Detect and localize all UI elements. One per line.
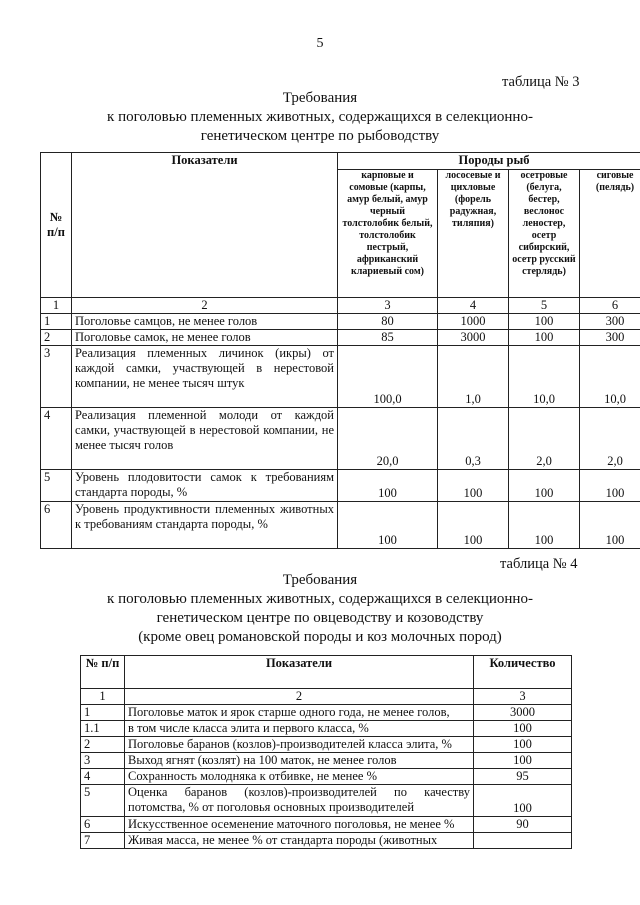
row-number: 4 (81, 769, 125, 785)
row-text: Сохранность молодняка к отбивке, не менее % (125, 769, 474, 785)
table-row (81, 753, 572, 769)
row-text: Оценка баранов (козлов)-производителей по качеству потомства, % от поголовья основных производителей (125, 785, 474, 817)
cell-value: 100 (474, 785, 572, 817)
table-row (81, 769, 572, 785)
table3-title-line-3: генетическом центре по рыбоводству (200, 128, 440, 144)
row-text: Реализация племенных личинок (икры) от каждой самки, участвующей в нерестовой компании, не менее тысяч штук (72, 346, 338, 408)
row-text: Поголовье самцов, не менее голов (72, 314, 338, 330)
table4-label: таблица № 4 (500, 556, 578, 572)
cell-value: 1000 (438, 314, 509, 330)
row-text: Искусственное осеменение маточного поголовья, не менее % (125, 817, 474, 833)
table-row (81, 705, 572, 721)
row-number: 1 (81, 705, 125, 721)
breed-col-carp: карповые и сомовые (карпы, амур белый, амур черный толстолобик белый, толстолобик пестрый, африканский клариевый сом) (338, 170, 438, 298)
row-text: Поголовье баранов (козлов)-производителей класса элита, % (125, 737, 474, 753)
breed-col-whitefish: сиговые (пелядь) (580, 170, 640, 298)
cell-value: 20,0 (338, 408, 438, 470)
col-index: 1 (41, 298, 72, 314)
row-text: Выход ягнят (козлят) на 100 маток, не менее голов (125, 753, 474, 769)
col-index: 6 (580, 298, 640, 314)
cell-value: 0,3 (438, 408, 509, 470)
table-row (41, 314, 640, 330)
row-number: 1.1 (81, 721, 125, 737)
table-row (81, 817, 572, 833)
cell-value: 300 (580, 330, 640, 346)
table4-title (0, 571, 640, 647)
cell-value: 90 (474, 817, 572, 833)
cell-value: 300 (580, 314, 640, 330)
table4-title-line-4: (кроме овец романовской породы и коз молочных пород) (138, 629, 502, 645)
breed-col-salmon: лососевые и цихловые (форель радужная, тиляпия) (438, 170, 509, 298)
table4 (80, 655, 572, 849)
table4-title-line-1: Требования (282, 572, 358, 588)
table3 (40, 152, 640, 549)
row-text: в том числе класса элита и первого класса, % (125, 721, 474, 737)
cell-value: 10,0 (509, 346, 580, 408)
row-number: 6 (81, 817, 125, 833)
table-row (81, 737, 572, 753)
breed-col-sturgeon: осетровые (белуга, бестер, веслонос леностер, осетр сибирский, осетр русский стерлядь) (509, 170, 580, 298)
table-row (81, 785, 572, 817)
cell-value: 100 (509, 502, 580, 549)
cell-value: 100 (438, 502, 509, 549)
table-row (81, 656, 572, 689)
cell-value: 100 (438, 470, 509, 502)
col-index: 2 (72, 298, 338, 314)
table4-title-line-3: генетическом центре по овцеводству и козоводству (156, 610, 484, 626)
row-number: 5 (81, 785, 125, 817)
row-number: 5 (41, 470, 72, 502)
table4-title-line-2: к поголовью племенных животных, содержащихся в селекционно- (107, 591, 533, 607)
cell-value: 100 (580, 470, 640, 502)
table3-label: таблица № 3 (502, 74, 580, 90)
table-row (81, 721, 572, 737)
table-row (81, 833, 572, 849)
row-text: Поголовье маток и ярок старше одного года, не менее голов, (125, 705, 474, 721)
row-text: Поголовье самок, не менее голов (72, 330, 338, 346)
row-number: 3 (81, 753, 125, 769)
cell-value: 2,0 (580, 408, 640, 470)
table-row (41, 330, 640, 346)
cell-value: 100 (580, 502, 640, 549)
cell-value: 1,0 (438, 346, 509, 408)
indicator-header: Показатели (125, 656, 474, 689)
cell-value: 100 (509, 330, 580, 346)
quantity-header: Количество (474, 656, 572, 689)
cell-value: 2,0 (509, 408, 580, 470)
row-text: Уровень плодовитости самок к требованиям стандарта породы, % (72, 470, 338, 502)
cell-value (474, 833, 572, 849)
cell-value: 100 (474, 721, 572, 737)
num-header: № п/п (81, 656, 125, 689)
cell-value: 100,0 (338, 346, 438, 408)
cell-value: 100 (338, 502, 438, 549)
cell-value: 100 (474, 737, 572, 753)
table-row (81, 689, 572, 705)
table-row (41, 502, 640, 549)
row-number: 2 (41, 330, 72, 346)
col-index: 1 (81, 689, 125, 705)
table3-title-line-2: к поголовью племенных животных, содержащихся в селекционно- (107, 109, 533, 125)
col-index: 2 (125, 689, 474, 705)
row-number: 7 (81, 833, 125, 849)
cell-value: 95 (474, 769, 572, 785)
table3-title (0, 89, 640, 146)
table-row (41, 153, 640, 170)
table-row (41, 346, 640, 408)
row-number: 1 (41, 314, 72, 330)
table-row (41, 408, 640, 470)
breeds-header: Породы рыб (338, 153, 640, 170)
cell-value: 100 (509, 470, 580, 502)
row-number: 3 (41, 346, 72, 408)
cell-value: 80 (338, 314, 438, 330)
table-row (41, 470, 640, 502)
indicator-header: Показатели (72, 153, 338, 298)
table-row (41, 298, 640, 314)
cell-value: 10,0 (580, 346, 640, 408)
cell-value: 100 (474, 753, 572, 769)
row-text: Уровень продуктивности племенных животных к требованиям стандарта породы, % (72, 502, 338, 549)
col-index: 3 (474, 689, 572, 705)
num-header: № п/п (41, 153, 72, 298)
col-index: 3 (338, 298, 438, 314)
row-text: Реализация племенной молоди от каждой самки, участвующей в нерестовой компании, не менее тысяч голов (72, 408, 338, 470)
col-index: 5 (509, 298, 580, 314)
row-number: 6 (41, 502, 72, 549)
row-number: 2 (81, 737, 125, 753)
row-text: Живая масса, не менее % от стандарта породы (животных (125, 833, 474, 849)
page-number: 5 (316, 36, 324, 51)
col-index: 4 (438, 298, 509, 314)
table3-title-line-1: Требования (282, 90, 358, 106)
row-number: 4 (41, 408, 72, 470)
cell-value: 100 (509, 314, 580, 330)
cell-value: 3000 (438, 330, 509, 346)
cell-value: 3000 (474, 705, 572, 721)
cell-value: 85 (338, 330, 438, 346)
cell-value: 100 (338, 470, 438, 502)
